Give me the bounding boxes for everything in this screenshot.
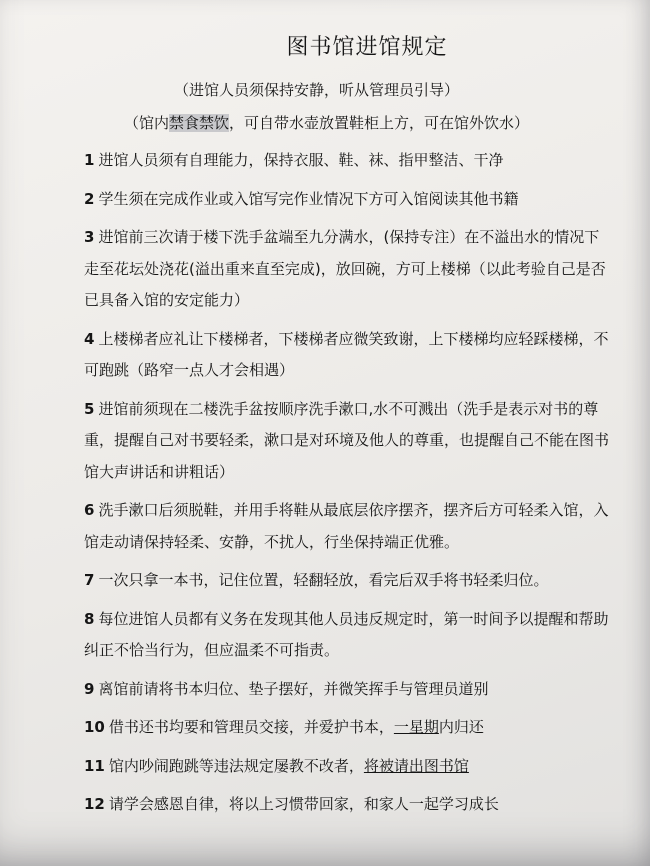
rule-text: 进馆人员须有自理能力，保持衣服、鞋、袜、指甲整洁、干净 (98, 151, 504, 169)
rule-number: 10 (84, 718, 105, 736)
rule-text: 洗手漱口后须脱鞋，并用手将鞋从最底层依序摆齐，摆齐后方可轻柔入馆，入馆走动请保持轻柔、安静，不扰人，行坐保持端正优雅。 (84, 501, 609, 551)
rule-12 (84, 789, 610, 821)
rule-11 (84, 751, 610, 783)
rule-text: 学生须在完成作业或入馆写完作业情况下方可入馆阅读其他书籍 (98, 189, 519, 208)
rule-9 (84, 674, 610, 706)
rule-6 (84, 495, 610, 558)
rule-5 (84, 394, 610, 489)
rule-number: 4 (84, 329, 95, 348)
rule-number: 11 (84, 756, 105, 775)
rule-10 (84, 712, 610, 744)
rule-number: 12 (84, 795, 105, 813)
rule-2 (84, 184, 610, 216)
rule-underline: 将被请出图书馆 (363, 756, 469, 775)
rule-text-pre: 借书还书均要和管理员交接，并爱护书本， (108, 718, 394, 736)
subtitle-no-food-post: ，可自带水壶放置鞋柜上方，可在馆外饮水） (229, 114, 530, 132)
rule-text: 进馆前须现在二楼洗手盆按顺序洗手漱口,水不可溅出（洗手是表示对书的尊重，提醒自己对书要轻柔，漱口是对环境及他人的尊重，也提醒自己不能在图书馆大声讲话和讲粗话） (84, 399, 610, 481)
rule-text: 进馆前三次请于楼下洗手盆端至九分满水，(保持专注）在不溢出水的情况下走至花坛处浇花(溢出重来直至完成)，放回碗，方可上楼梯（以此考验自己是否已具备入馆的安定能力） (84, 228, 606, 309)
rule-7 (84, 565, 610, 597)
rule-number: 2 (84, 189, 95, 208)
rule-number: 7 (84, 571, 95, 589)
subtitle-quiet: （进馆人员须保持安静，听从管理员引导） (174, 81, 460, 99)
rule-text: 离馆前请将书本归位、垫子摆好，并微笑挥手与管理员道别 (98, 679, 489, 698)
rule-text: 请学会感恩自律，将以上习惯带回家，和家人一起学习成长 (108, 795, 499, 813)
rule-number: 9 (84, 679, 95, 698)
page-title: 图书馆进馆规定 (286, 35, 448, 60)
rule-1 (84, 145, 610, 177)
rule-number: 3 (84, 228, 95, 246)
rule-number: 5 (84, 399, 95, 418)
rule-text-pre: 馆内吵闹跑跳等违法规定屡教不改者， (108, 756, 364, 775)
rule-8 (84, 604, 610, 667)
rule-number: 1 (84, 151, 95, 169)
rule-text-post: 内归还 (438, 718, 484, 736)
rule-4 (84, 324, 610, 387)
rule-text: 一次只拿一本书，记住位置，轻翻轻放，看完后双手将书轻柔归位。 (98, 571, 549, 589)
subtitle-no-food-pre: （馆内 (124, 114, 170, 132)
subtitle-no-food (84, 112, 610, 133)
no-food-highlight: 禁食禁饮 (169, 114, 230, 132)
rule-underline: 一星期 (393, 718, 439, 736)
rule-text: 上楼梯者应礼让下楼梯者，下楼梯者应微笑致谢，上下楼梯均应轻踩楼梯，不可跑跳（路窄一点人才会相遇） (84, 329, 609, 379)
rule-number: 8 (84, 609, 95, 628)
rule-number: 6 (84, 501, 95, 519)
rule-text: 每位进馆人员都有义务在发现其他人员违反规定时，第一时间予以提醒和帮助纠正不恰当行为，但应温柔不可指责。 (84, 609, 609, 659)
rule-3 (84, 222, 610, 317)
